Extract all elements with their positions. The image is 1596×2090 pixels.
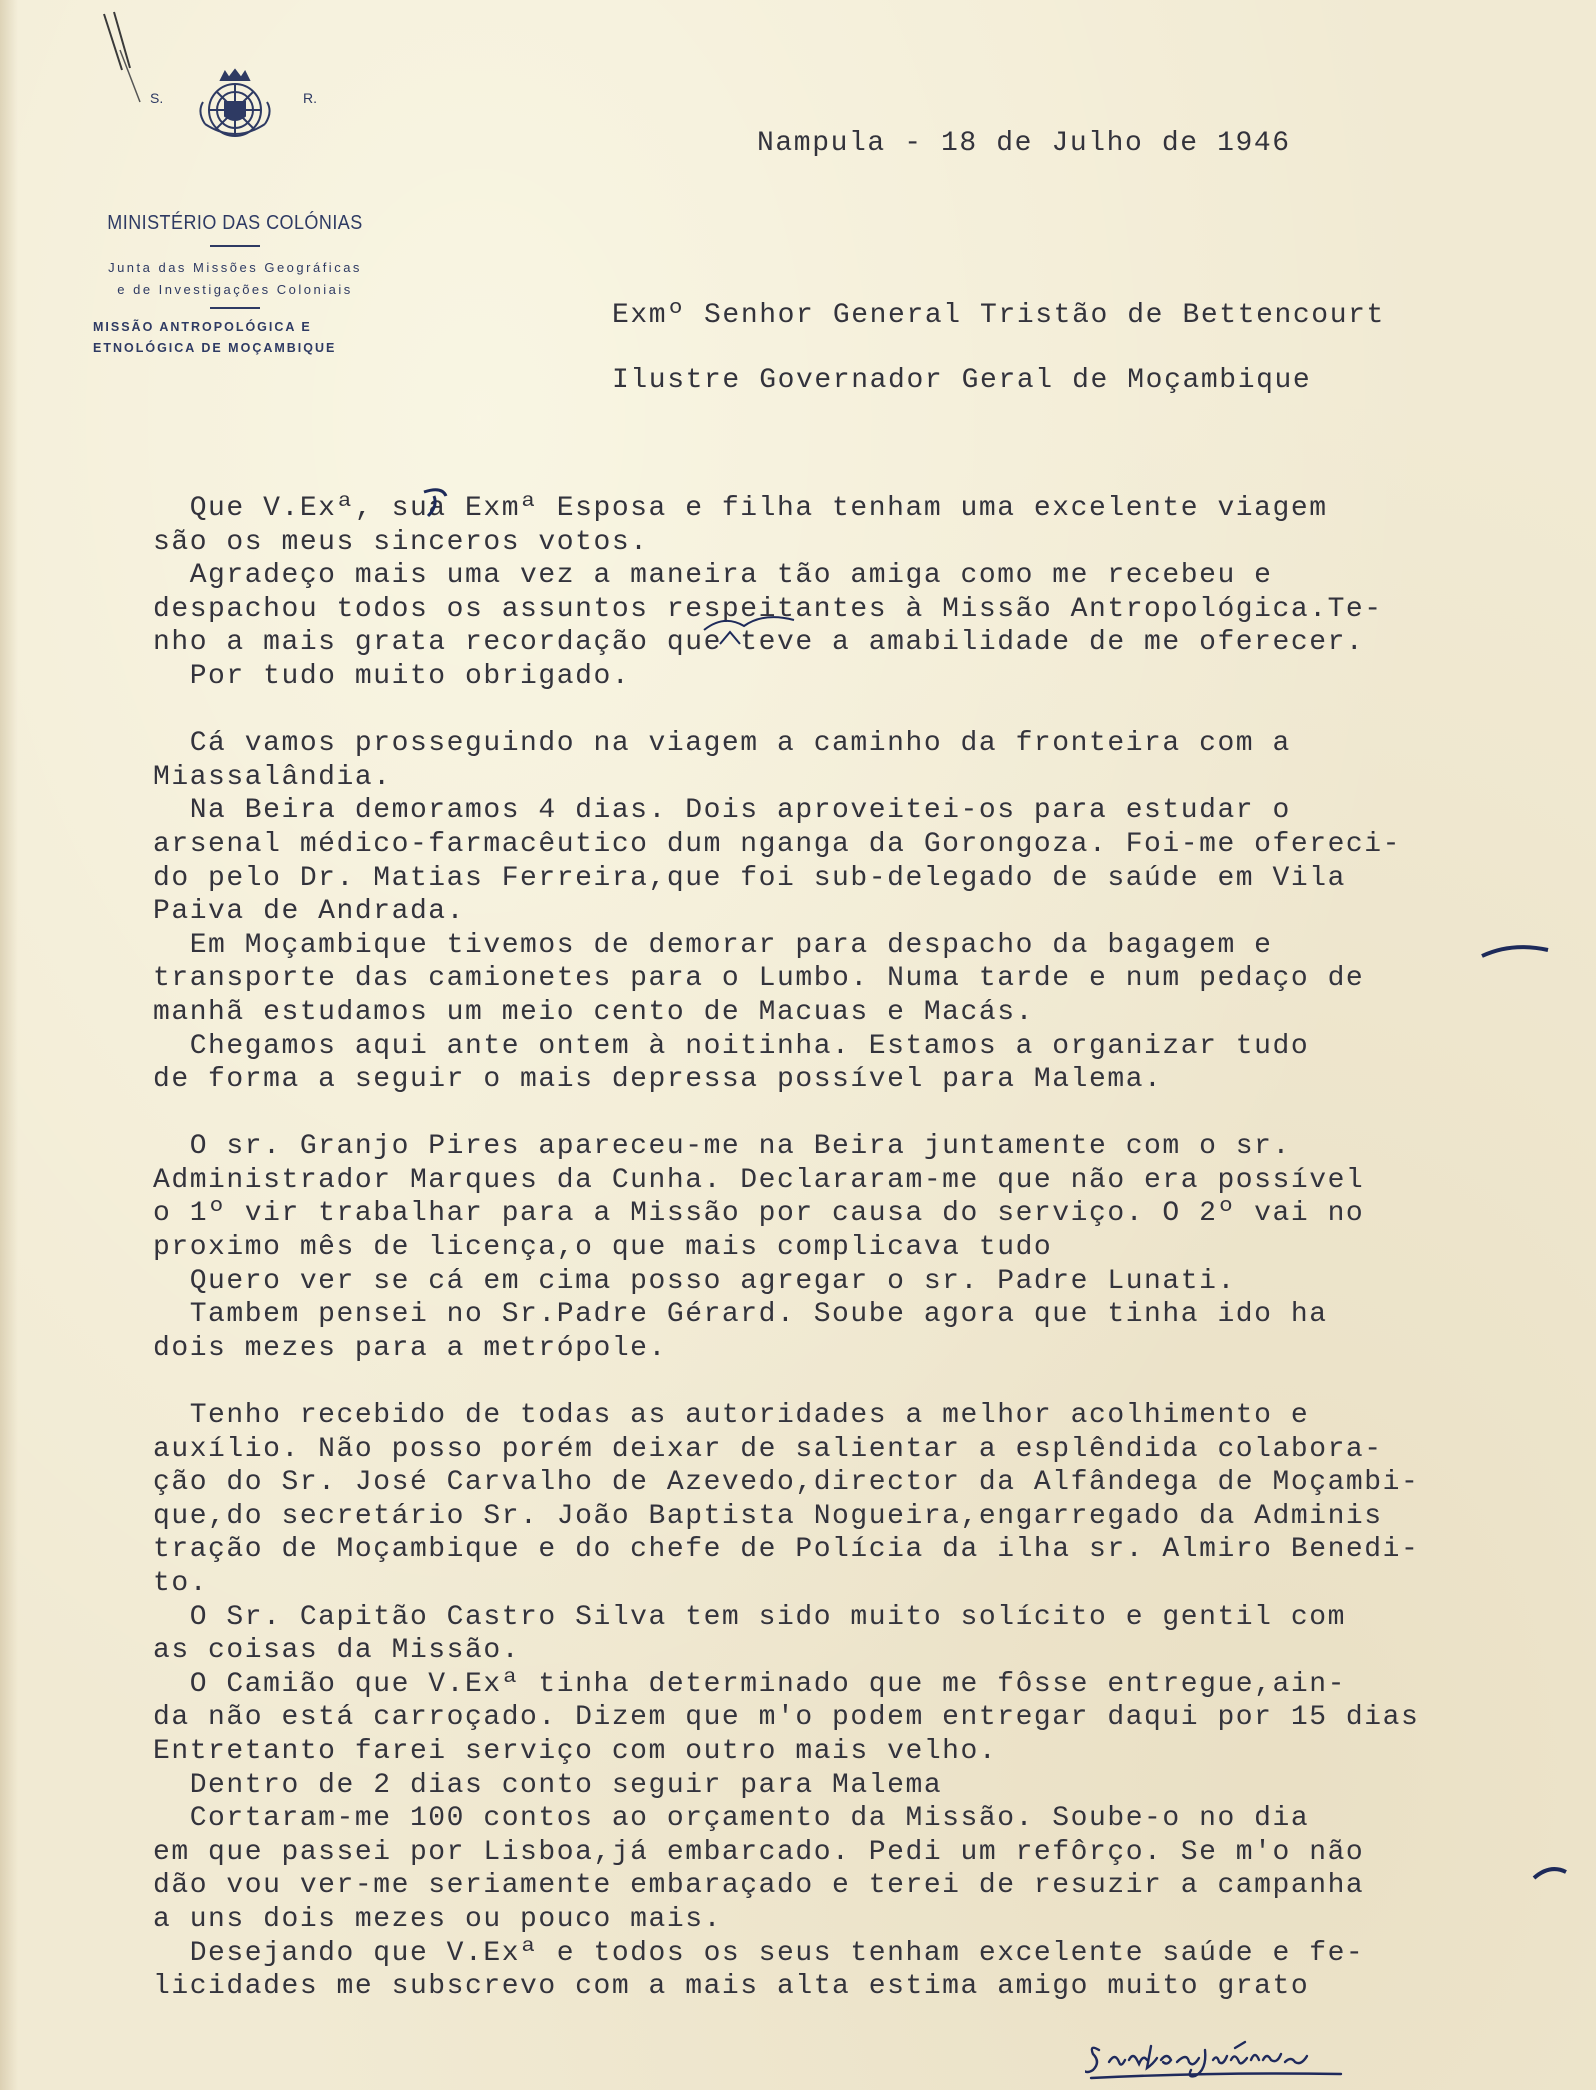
ink-strike-mark-2: [1530, 1858, 1570, 1888]
body-line: que,do secretário Sr. João Baptista Nogueira,engarregado da Adminis: [153, 1500, 1383, 1532]
body-line: to.: [153, 1568, 209, 1599]
body-line: Administrador Marques da Cunha. Declararam-me que não era possível: [153, 1164, 1365, 1196]
junta-line-1: Junta das Missões Geográficas: [108, 260, 362, 275]
letterhead: [55, 62, 415, 359]
body-line: Cortaram-me 100 contos ao orçamento da Missão. Soube-o no dia: [153, 1803, 1310, 1835]
letter-body: [153, 492, 1573, 2004]
body-line: Miassalândia.: [153, 761, 392, 793]
letterhead-initial-s: S.: [150, 90, 164, 106]
body-line: nho a mais grata recordação que teve a amabilidade de me oferecer.: [153, 627, 1365, 659]
letter-date: Nampula - 18 de Julho de 1946: [757, 128, 1291, 159]
paragraph-gap: [153, 1365, 1573, 1399]
letterhead-divider: [210, 245, 260, 247]
handwritten-signature: [1085, 2032, 1365, 2082]
body-line: Tenho recebido de todas as autoridades a melhor acolhimento e: [153, 1400, 1310, 1432]
body-line: Que V.Exª, sua Exmª Esposa e filha tenham uma excelente viagem: [153, 493, 1328, 524]
body-line: Quero ver se cá em cima posso agregar o sr. Padre Lunati.: [153, 1265, 1236, 1297]
body-line: proximo mês de licença,o que mais complicava tudo: [153, 1232, 1053, 1264]
letterhead-divider-2: [210, 307, 260, 309]
body-line: dão vou ver-me seriamente embaraçado e terei de resuzir a campanha: [153, 1870, 1365, 1902]
body-line: em que passei por Lisboa,já embarcado. Pedi um refôrço. Se m'o não: [153, 1836, 1365, 1868]
junta-line-2: e de Investigações Coloniais: [117, 282, 353, 297]
body-line: Paiva de Andrada.: [153, 896, 465, 928]
body-line: Em Moçambique tivemos de demorar para despacho da bagagem e: [153, 929, 1273, 961]
addressee-line-2: Ilustre Governador Geral de Moçambique: [612, 365, 1312, 396]
body-line: auxílio. Não posso porém deixar de salientar a esplêndida colabora-: [153, 1433, 1383, 1465]
body-line: O Camião que V.Exª tinha determinado que me fôsse entregue,ain-: [153, 1668, 1346, 1700]
body-line: despachou todos os assuntos respeitantes à Missão Antropológica.Te-: [153, 593, 1383, 625]
body-line: Entretanto farei serviço com outro mais velho.: [153, 1735, 998, 1767]
missao-line-2: ETNOLÓGICA DE MOÇAMBIQUE: [93, 341, 337, 355]
body-line: do pelo Dr. Matias Ferreira,que foi sub-delegado de saúde em Vila: [153, 862, 1346, 894]
missao-line-1: MISSÃO ANTROPOLÓGICA E: [93, 320, 312, 334]
ink-comma-mark: [416, 480, 456, 520]
body-line: tração de Moçambique e do chefe de Polícia da ilha sr. Almiro Benedi-: [153, 1534, 1420, 1566]
body-line: o 1º vir trabalhar para a Missão por causa do serviço. O 2º vai no: [153, 1198, 1365, 1230]
body-line: são os meus sinceros votos.: [153, 526, 649, 558]
addressee-line-1: Exmº Senhor General Tristão de Bettencourt: [612, 300, 1385, 331]
paragraph-gap: [153, 1097, 1573, 1131]
body-line: Chegamos aqui ante ontem à noitinha. Estamos a organizar tudo: [153, 1030, 1310, 1062]
body-line: manhã estudamos um meio cento de Macuas e Macás.: [153, 996, 1034, 1028]
body-line: Dentro de 2 dias conto seguir para Malema: [153, 1769, 943, 1801]
body-line: Agradeço mais uma vez a maneira tão amiga como me recebeu e: [153, 560, 1273, 592]
body-line: a uns dois mezes ou pouco mais.: [153, 1903, 722, 1935]
body-line: Tambem pensei no Sr.Padre Gérard. Soube agora que tinha ido ha: [153, 1299, 1328, 1331]
body-line: arsenal médico-farmacêutico dum nganga da Gorongoza. Foi-me ofereci-: [153, 828, 1401, 860]
body-line: licidades me subscrevo com a mais alta estima amigo muito grato: [153, 1971, 1310, 2003]
body-line: ção do Sr. José Carvalho de Azevedo,director da Alfândega de Moçambi-: [153, 1467, 1420, 1499]
body-line: Cá vamos prosseguindo na viagem a caminho da fronteira com a: [153, 728, 1291, 760]
ink-strike-mark: [1480, 938, 1550, 968]
body-line: de forma a seguir o mais depressa possível para Malema.: [153, 1064, 1163, 1096]
body-line: as coisas da Missão.: [153, 1635, 521, 1667]
body-line: O Sr. Capitão Castro Silva tem sido muito solícito e gentil com: [153, 1601, 1346, 1633]
coat-of-arms-icon: [185, 62, 285, 162]
body-line: Na Beira demoramos 4 dias. Dois aproveitei-os para estudar o: [153, 795, 1291, 827]
body-line: Desejando que V.Exª e todos os seus tenham excelente saúde e fe-: [153, 1937, 1365, 1969]
body-line: Por tudo muito obrigado.: [153, 660, 631, 692]
ink-insertion-mark: [700, 608, 820, 648]
paper-edge-shadow: [0, 0, 18, 2090]
body-line: transporte das camionetes para o Lumbo. Numa tarde e num pedaço de: [153, 963, 1365, 995]
body-line: da não está carroçado. Dizem que m'o podem entregar daqui por 15 dias: [153, 1702, 1420, 1734]
letterhead-initial-r: R.: [303, 90, 317, 106]
body-line: dois mezes para a metrópole.: [153, 1332, 667, 1364]
ministry-title: MINISTÉRIO DAS COLÓNIAS: [107, 212, 363, 234]
paragraph-gap: [153, 694, 1573, 728]
body-line: O sr. Granjo Pires apareceu-me na Beira juntamente com o sr.: [153, 1131, 1291, 1163]
